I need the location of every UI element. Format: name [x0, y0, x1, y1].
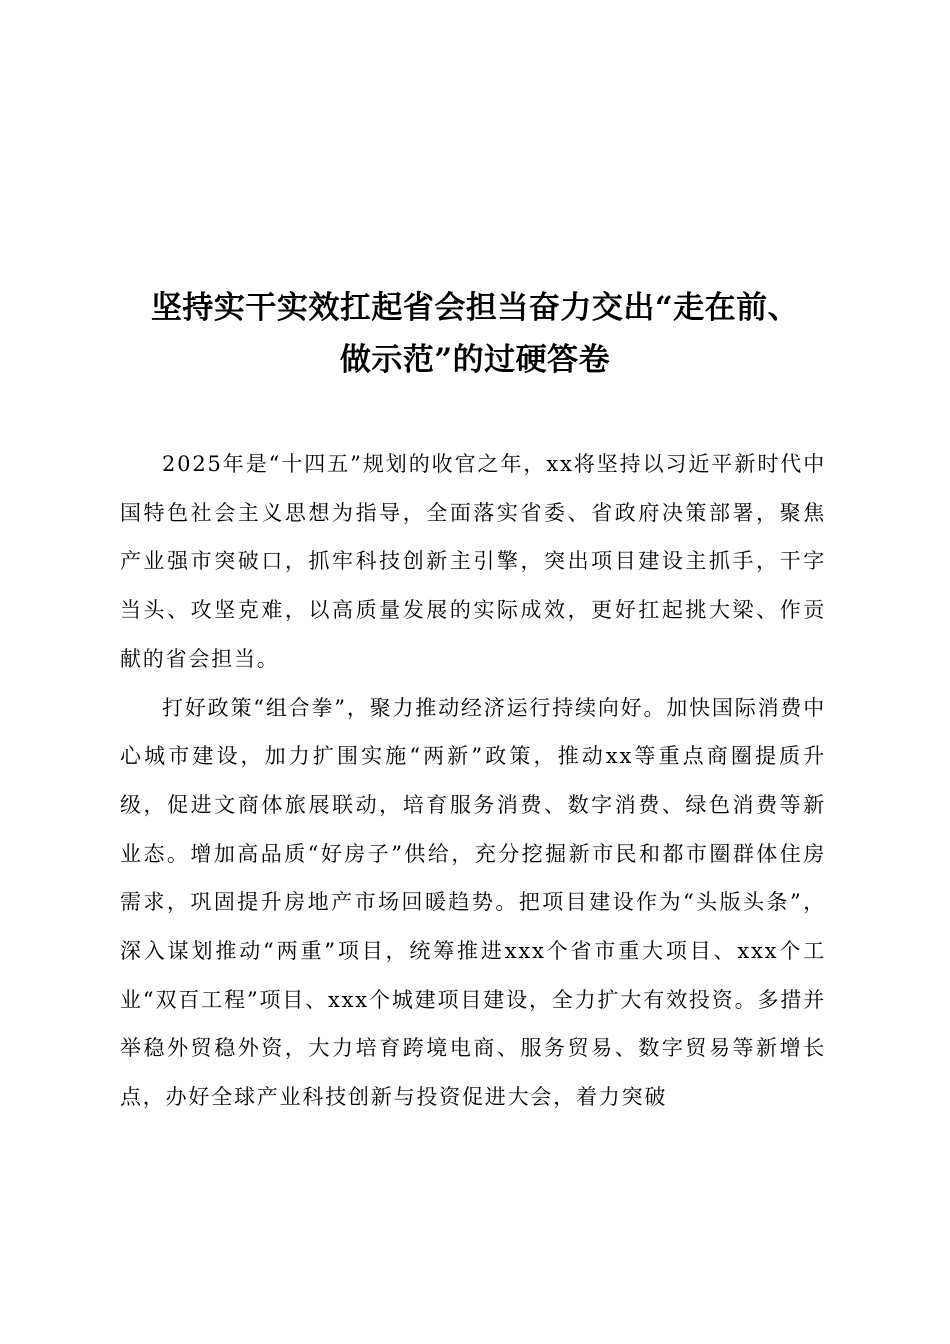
- document-title: [110, 282, 840, 386]
- title-line-1: 坚持实干实效扛起省会担当奋力交出“走在前、: [150, 290, 800, 326]
- title-line-2: 做示范”的过硬答卷: [339, 342, 611, 378]
- paragraph-2: 打好政策“组合拳”，聚力推动经济运行持续向好。加快国际消费中心城市建设，加力扩围实施“两新”政策，推动xx等重点商圈提质升级，促进文商体旅展联动，培育服务消费、数字消费、绿色消费等新业态。增加高品质“好房子”供给，充分挖掘新市民和都市圈群体住房需求，巩固提升房地产市场回暖趋势。把项目建设作为“头版头条”，深入谋划推动“两重”项目，统筹推进xxx个省市重大项目、xxx个工业“双百工程”项目、xxx个城建项目建设，全力扩大有效投资。多措并举稳外贸稳外资，大力培育跨境电商、服务贸易、数字贸易等新增长点，办好全球产业科技创新与投资促进大会，着力突破: [120, 695, 826, 1110]
- paragraph-1: 2025年是“十四五”规划的收官之年，xx将坚持以习近平新时代中国特色社会主义思想为指导，全面落实省委、省政府决策部署，聚焦产业强市突破口，抓牢科技创新主引擎，突出项目建设主抓手，干字当头、攻坚克难，以高质量发展的实际成效，更好扛起挑大梁、作贡献的省会担当。: [120, 452, 826, 671]
- document-body: [120, 440, 826, 1122]
